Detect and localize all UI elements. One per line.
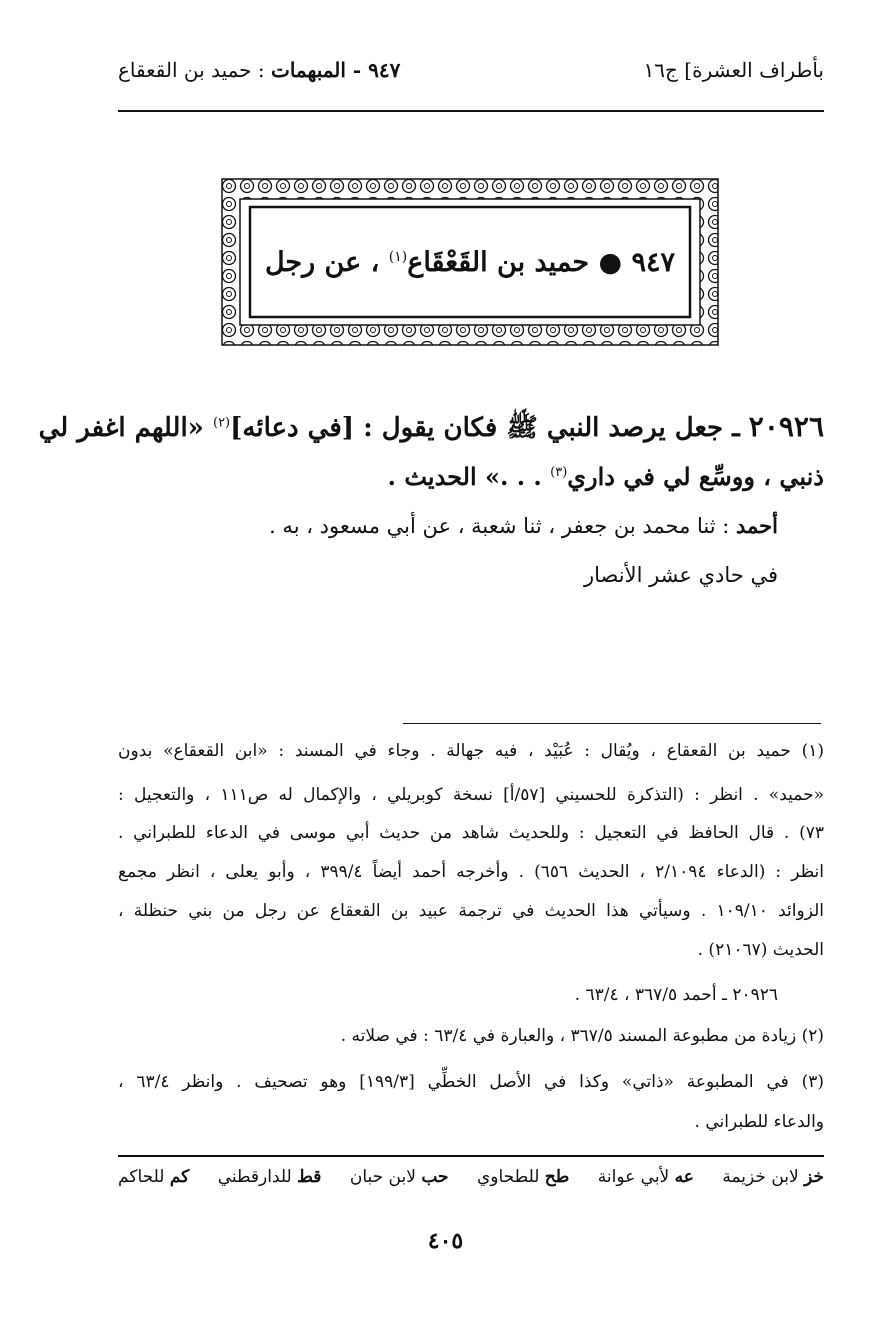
footnote-mark-1: (١) — [388, 249, 408, 265]
chapter-name: : حميد بن القعقاع — [118, 58, 271, 82]
header-rule — [118, 110, 824, 112]
footnote-1-line: ٧٣) . قال الحافظ في التعجيل : وللحديث شاهد من حديث أبي موسى في الدعاء للطبراني . — [118, 823, 824, 843]
footnote-1-line: انظر : (الدعاء ٢/١٠٩٤ ، الحديث ٦٥٦) . وأخرجه أحمد أيضاً ٣٩٩/٤ ، وأبو يعلى ، انظر مجمع — [118, 862, 824, 882]
hadith-line-1 — [38, 410, 824, 449]
legend-item: خز لابن خزيمة — [722, 1167, 824, 1187]
hadith-text-1-tail: «اللهم اغفر لي — [38, 413, 213, 443]
footnote-mark-3: (٣) — [550, 465, 568, 480]
legend-item: كم للحاكم — [118, 1167, 190, 1187]
book-title-header: بأطراف العشرة] ج١٦ — [643, 58, 824, 82]
footnote-3-line: والدعاء للطبراني . — [694, 1112, 824, 1132]
footnote-rule — [403, 723, 821, 724]
footnote-1-line: الحديث (٢١٠٦٧) . — [697, 940, 824, 960]
footnote-mark-2: (٢) — [212, 415, 231, 431]
footnote-3-line: (٣) في المطبوعة «ذاتي» وكذا في الأصل الخطِّي [١٩٩/٣] وهو تصحيف . وانظر ٦٣/٤ ، — [118, 1072, 824, 1092]
isnad-source: أحمد — [736, 513, 778, 538]
footnote-2: (٢) زيادة من مطبوعة المسند ٣٦٧/٥ ، والعبارة في ٦٣/٤ : في صلاته . — [340, 1026, 824, 1046]
hadith-location: في حادي عشر الأنصار — [584, 563, 778, 587]
hadith-text-1: ـ جعل يرصد النبي ﷺ فكان يقول : [في دعائه] — [230, 413, 749, 443]
isnad-text: : ثنا محمد بن جعفر ، ثنا شعبة ، عن أبي مسعود ، به . — [269, 514, 737, 538]
hadith-text-2-tail: . . .» الحديث . — [387, 462, 551, 491]
chapter-number: ٩٤٧ - المبهمات — [270, 58, 401, 82]
entry-title — [250, 247, 690, 278]
chapter-header — [118, 58, 400, 82]
footnote-1-line: «حميد» . انظر : (التذكرة للحسيني [٥٧/أ] نسخة كوبريلي ، والإكمال له ص١١١ ، والتعجيل : — [118, 785, 824, 805]
running-header — [118, 52, 824, 92]
reference-line: ٢٠٩٢٦ ـ أحمد ٣٦٧/٥ ، ٦٣/٤ . — [574, 985, 778, 1005]
hadith-line-2 — [118, 462, 824, 491]
entry-title-text: ٩٤٧ ● حميد بن القَعْقَاع — [407, 247, 675, 278]
abbreviation-legend — [118, 1167, 824, 1187]
legend-item: قط للدارقطني — [217, 1167, 322, 1187]
isnad-line — [118, 513, 778, 538]
legend-rule — [118, 1155, 824, 1157]
hadith-text-2: ذنبي ، ووسِّع لي في داري — [567, 462, 824, 491]
entry-title-tail: ، عن رجل — [264, 247, 389, 278]
hadith-number: ٢٠٩٢٦ — [748, 410, 824, 443]
footnote-1-line: الزوائد ١٠٩/١٠ . وسيأتي هذا الحديث في ترجمة عبيد بن القعقاع عن رجل من بني حنظلة ، — [118, 901, 824, 921]
ornamental-title-frame — [220, 177, 720, 347]
legend-item: حب لابن حبان — [349, 1167, 449, 1187]
footnote-1-line: (١) حميد بن القعقاع ، ويُقال : عُبَيْد ، فيه جهالة . وجاء في المسند : «ابن القعقاع» بدون — [118, 741, 824, 761]
legend-item: طح للطحاوي — [476, 1167, 570, 1187]
legend-item: عه لأبي عوانة — [597, 1167, 694, 1187]
page-number: ٤٠٥ — [427, 1228, 464, 1254]
